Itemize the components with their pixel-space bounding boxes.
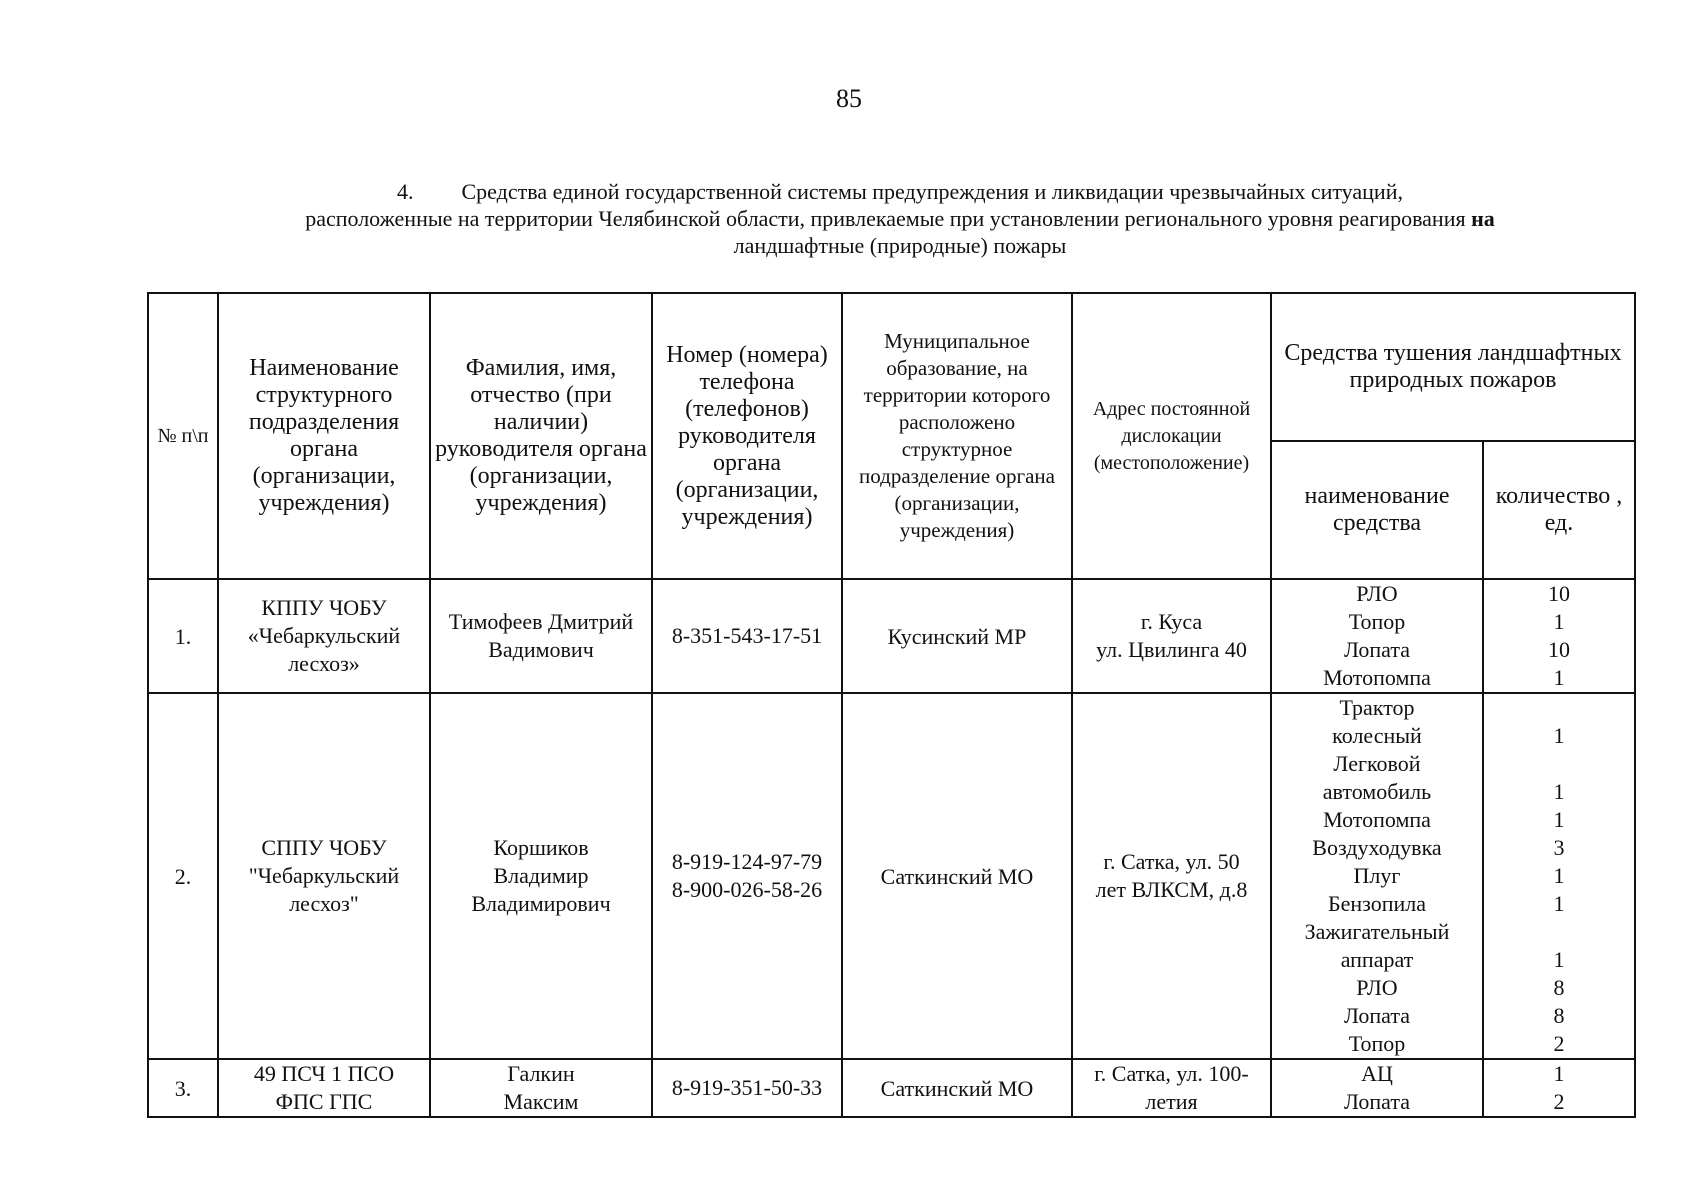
phone-line: 8-351-543-17-51	[671, 623, 823, 648]
head-cell	[430, 693, 652, 1059]
means-qty: 1	[1553, 779, 1565, 804]
means-names-cell	[1271, 1059, 1483, 1117]
col-header-means: Средства тушения ландшафтных природных пожаров	[1271, 293, 1635, 441]
means-qty: 1	[1553, 807, 1565, 832]
section-heading	[180, 178, 1620, 259]
means-qty: 1	[1553, 723, 1565, 748]
means-name: Трактор	[1339, 695, 1415, 720]
unit-line: 49 ПСЧ 1 ПСО	[253, 1061, 395, 1086]
phone-cell	[652, 1059, 842, 1117]
address-cell	[1072, 579, 1271, 693]
phone-cell	[652, 693, 842, 1059]
address-line: г. Сатка, ул. 100-	[1094, 1061, 1249, 1086]
means-qty: 10	[1548, 581, 1570, 606]
means-qty: 1	[1553, 609, 1565, 634]
head-line: Владимир	[493, 863, 589, 888]
means-qty: 10	[1548, 637, 1570, 662]
address-line: летия	[1145, 1089, 1198, 1114]
means-qty	[1487, 750, 1631, 778]
unit-line: СППУ ЧОБУ	[261, 835, 387, 860]
col-header-num: № п\п	[148, 293, 218, 579]
address-cell	[1072, 1059, 1271, 1117]
row-number: 2.	[148, 693, 218, 1059]
means-qty: 8	[1553, 975, 1565, 1000]
resources-table	[147, 292, 1636, 1118]
col-header-municipality: Муниципальное образование, на территории которого расположено структурное подразделение органа (организации, учреждения)	[842, 293, 1072, 579]
col-header-unit: Наименование структурного подразделения органа (организации, учреждения)	[218, 293, 430, 579]
head-cell	[430, 1059, 652, 1117]
means-name: Топор	[1348, 1031, 1406, 1056]
row-number: 1.	[148, 579, 218, 693]
col-header-head: Фамилия, имя, отчество (при наличии) руководителя органа (организации, учреждения)	[430, 293, 652, 579]
table-row	[148, 579, 1635, 693]
means-qty: 8	[1553, 1003, 1565, 1028]
means-qty-cell	[1483, 1059, 1635, 1117]
means-qty: 2	[1553, 1031, 1565, 1056]
means-names-cell	[1271, 579, 1483, 693]
means-name: Легковой	[1333, 751, 1421, 776]
means-name: РЛО	[1356, 975, 1398, 1000]
means-qty: 1	[1553, 891, 1565, 916]
means-name: Бензопила	[1327, 891, 1427, 916]
means-name: Топор	[1348, 609, 1406, 634]
heading-line-1	[180, 178, 1620, 205]
address-line: ул. Цвилинга 40	[1096, 637, 1247, 662]
means-name: Мотопомпа	[1323, 665, 1431, 690]
unit-cell	[218, 1059, 430, 1117]
means-qty: 1	[1553, 947, 1565, 972]
col-header-means-qty: количество , ед.	[1483, 441, 1635, 579]
address-line: г. Куса	[1140, 609, 1203, 634]
table-row	[148, 693, 1635, 1059]
row-number: 3.	[148, 1059, 218, 1117]
means-names-cell	[1271, 693, 1483, 1059]
header-row-1	[148, 293, 1635, 441]
means-qty: 2	[1553, 1089, 1565, 1114]
means-name: Воздуходувка	[1312, 835, 1442, 860]
means-name: Лопата	[1344, 1089, 1410, 1114]
means-name: Плуг	[1353, 863, 1401, 888]
heading-line-2-text: расположенные на территории Челябинской области, привлекаемые при установлении регионального уровня реагирования	[305, 206, 1466, 231]
unit-line: "Чебаркульский	[248, 863, 400, 888]
phone-line: 8-919-351-50-33	[671, 1075, 823, 1100]
unit-line: «Чебаркульский	[247, 623, 401, 648]
col-header-means-name: наименование средства	[1271, 441, 1483, 579]
means-qty	[1487, 694, 1631, 722]
means-qty: 1	[1553, 863, 1565, 888]
means-name: Зажигательный	[1304, 919, 1450, 944]
means-name: колесный	[1332, 723, 1422, 748]
phone-line: 8-900-026-58-26	[671, 877, 823, 902]
unit-line: лесхоз»	[288, 651, 360, 676]
means-name: АЦ	[1361, 1061, 1393, 1086]
means-name: Лопата	[1344, 637, 1410, 662]
means-qty-cell	[1483, 693, 1635, 1059]
means-qty: 1	[1553, 665, 1565, 690]
head-line: Вадимович	[488, 637, 594, 662]
page-number: 85	[836, 84, 862, 113]
means-name: РЛО	[1356, 581, 1398, 606]
head-line: Галкин	[507, 1061, 575, 1086]
means-qty: 1	[1553, 1061, 1565, 1086]
phone-cell	[652, 579, 842, 693]
heading-line-2	[180, 205, 1620, 232]
unit-line: КППУ ЧОБУ	[261, 595, 387, 620]
head-line: Тимофеев Дмитрий	[448, 609, 634, 634]
head-cell	[430, 579, 652, 693]
unit-line: лесхоз"	[289, 891, 359, 916]
address-cell	[1072, 693, 1271, 1059]
col-header-phone: Номер (номера) телефона (телефонов) руководителя органа (организации, учреждения)	[652, 293, 842, 579]
address-line: г. Сатка, ул. 50	[1103, 849, 1240, 874]
head-line: Максим	[503, 1089, 579, 1114]
heading-line-2-bold: на	[1471, 206, 1495, 231]
address-line: лет ВЛКСМ, д.8	[1095, 877, 1248, 902]
municipality-cell: Кусинский МР	[842, 579, 1072, 693]
municipality-cell: Саткинский МО	[842, 693, 1072, 1059]
means-name: Лопата	[1344, 1003, 1410, 1028]
head-line: Коршиков	[493, 835, 589, 860]
heading-line-3: ландшафтные (природные) пожары	[733, 233, 1067, 258]
means-qty-cell	[1483, 579, 1635, 693]
section-number: 4.	[397, 179, 414, 204]
means-name: Мотопомпа	[1323, 807, 1431, 832]
means-qty: 3	[1553, 835, 1565, 860]
col-header-address: Адрес постоянной дислокации (местоположение)	[1072, 293, 1271, 579]
table-row	[148, 1059, 1635, 1117]
means-name: автомобиль	[1322, 779, 1432, 804]
municipality-cell: Саткинский МО	[842, 1059, 1072, 1117]
unit-cell	[218, 693, 430, 1059]
phone-line: 8-919-124-97-79	[671, 849, 823, 874]
heading-line-1-text: Средства единой государственной системы предупреждения и ликвидации чрезвычайных ситуаций,	[461, 179, 1403, 204]
means-name: аппарат	[1340, 947, 1414, 972]
unit-line: ФПС ГПС	[275, 1089, 373, 1114]
means-qty	[1487, 918, 1631, 946]
unit-cell	[218, 579, 430, 693]
head-line: Владимирович	[471, 891, 611, 916]
